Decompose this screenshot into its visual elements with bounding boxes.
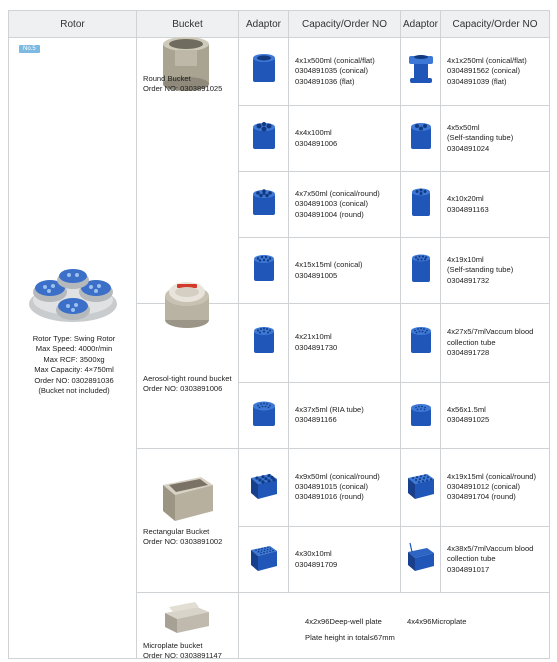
aerosol-bucket-name: Aerosol-tight round bucket (143, 374, 232, 383)
rectangular-bucket-name: Rectangular Bucket (143, 526, 210, 536)
adaptor-56x1.5ml-image (406, 396, 436, 430)
header-adaptor-right: Adaptor (401, 11, 441, 38)
capacity-text: 4x9x50ml (conical/round) 0304891015 (conical) 0304891016 (round) (295, 471, 380, 502)
adaptor-19x15ml-image (405, 468, 437, 502)
rotor-spec-table (8, 10, 550, 659)
bucket-cell-aerosol (137, 304, 239, 449)
capacity-cell (441, 238, 550, 304)
adaptor-cell (401, 238, 441, 304)
capacity-cell (289, 448, 401, 527)
capacity-text: 4x19x15ml (conical/round) 0304891012 (conical) 0304891704 (round) (447, 471, 537, 502)
adaptor-7x50ml-image (249, 185, 279, 219)
capacity-cell (441, 304, 550, 383)
capacity-cell (289, 304, 401, 383)
header-rotor: Rotor (9, 11, 137, 38)
capacity-cell (289, 172, 401, 238)
header-capacity-left: Capacity/Order NO (289, 11, 401, 38)
capacity-text: 4x10x20ml 0304891163 (447, 194, 489, 214)
rotor-bucket-note: (Bucket not included) (38, 386, 110, 396)
adaptor-21x10ml-image (249, 323, 279, 357)
deep-well-plate: 4x2x96Deep-well plate (305, 617, 382, 626)
capacity-cell (289, 527, 401, 593)
aerosol-bucket-info (143, 374, 269, 395)
adaptor-cell (401, 304, 441, 383)
capacity-cell (289, 106, 401, 172)
capacity-text: 4x30x10ml 0304891709 (295, 549, 338, 569)
microplate-capacity: 4x4x96Microplate (407, 617, 467, 626)
adaptor-37x5ml-image (249, 396, 279, 430)
rotor-order-no: Order NO: 0302891036 (34, 375, 114, 385)
capacity-text: 4x1x500ml (conical/flat) 0304891035 (conical) 0304891036 (flat) (295, 55, 375, 86)
adaptor-100ml-image (249, 119, 279, 153)
adaptor-cell (239, 448, 289, 527)
header-capacity-right: Capacity/Order NO (441, 11, 550, 38)
rectangular-bucket-info (143, 527, 269, 548)
aerosol-bucket-image (155, 274, 219, 336)
bucket-cell-round (137, 38, 239, 304)
table-row (9, 38, 550, 106)
capacity-text: 4x38x5/7mlVaccum blood collection tube 0304891017 (447, 543, 534, 574)
plate-height-limit: Plate height in total≤67mm (305, 633, 395, 642)
capacity-cell (441, 106, 550, 172)
capacity-cell (441, 38, 550, 106)
adaptor-cell (401, 106, 441, 172)
capacity-cell (441, 172, 550, 238)
rectangular-bucket-image (157, 469, 219, 525)
adaptor-cell (401, 382, 441, 448)
adaptor-9x50ml-image (248, 468, 280, 502)
adaptor-cell (239, 38, 289, 106)
capacity-text: 4x56x1.5ml 0304891025 (447, 404, 490, 424)
adaptor-cell (239, 106, 289, 172)
capacity-cell (441, 382, 550, 448)
adaptor-cell (401, 38, 441, 106)
capacity-text: 4x5x50ml (Self-standing tube) 0304891024 (447, 122, 514, 153)
rotor-max-rcf: Max RCF: 3500xg (43, 354, 105, 364)
capacity-cell (289, 238, 401, 304)
adaptor-27x5ml-image (406, 323, 436, 357)
capacity-text: 4x15x15ml (conical) 0304891005 (295, 260, 363, 280)
capacity-cell (289, 382, 401, 448)
round-bucket-name: Round Bucket (143, 74, 191, 83)
rotor-specs (15, 334, 133, 396)
capacity-text: 4x21x10ml 0304891730 (295, 332, 338, 352)
adaptor-250ml-image (406, 52, 436, 86)
header-row (9, 11, 550, 38)
capacity-cell (441, 448, 550, 527)
adaptor-cell (401, 172, 441, 238)
microplate-cell (239, 593, 550, 659)
capacity-text: 4x37x5ml (RIA tube) 0304891166 (295, 404, 364, 424)
capacity-text: 4x1x250ml (conical/flat) 0304891562 (conical) 0304891039 (flat) (447, 55, 527, 86)
rectangular-bucket-order: Order NO: 0303891002 (143, 536, 223, 546)
bucket-cell-microplate (137, 593, 239, 659)
adaptor-10ml-image (406, 251, 436, 285)
rotor-max-capacity: Max Capacity: 4×750ml (34, 365, 114, 375)
adaptor-cell (239, 172, 289, 238)
adaptor-20ml-image (406, 185, 436, 219)
microplate-bucket-image (159, 599, 215, 639)
aerosol-bucket-order: Order NO: 0303891006 (143, 384, 223, 394)
adaptor-cell (239, 304, 289, 383)
round-bucket-order: Order NO: 0303891025 (143, 84, 223, 94)
adaptor-cell (401, 448, 441, 527)
adaptor-cell (239, 238, 289, 304)
microplate-bucket-order: Order NO: 0303891147 (143, 651, 222, 661)
capacity-cell (441, 527, 550, 593)
round-bucket-info (143, 74, 269, 95)
capacity-cell (289, 38, 401, 106)
header-adaptor-left: Adaptor (239, 11, 289, 38)
adaptor-38x5ml-image (405, 540, 437, 574)
adaptor-cell (401, 527, 441, 593)
capacity-text: 4x19x10ml (Self-standing tube) 0304891732 (447, 254, 514, 285)
capacity-text: 4x7x50ml (conical/round) 0304891003 (conical) 0304891004 (round) (295, 188, 380, 219)
adaptor-15ml-image (249, 251, 279, 285)
capacity-text: 4x4x100ml 0304891006 (295, 128, 338, 148)
rotor-cell (9, 38, 137, 659)
microplate-bucket-name: Microplate bucket (143, 641, 203, 650)
bucket-cell-rectangular (137, 448, 239, 593)
swing-rotor-image (23, 252, 123, 332)
capacity-text: 4x27x5/7mlVaccum blood collection tube 0304891728 (447, 327, 534, 357)
header-bucket: Bucket (137, 11, 239, 38)
rotor-type: Rotor Type: Swing Rotor (32, 334, 116, 343)
model-badge: No.5 (19, 45, 40, 53)
rotor-max-speed: Max Speed: 4000r/min (35, 344, 113, 354)
adaptor-50ml-image (406, 119, 436, 153)
